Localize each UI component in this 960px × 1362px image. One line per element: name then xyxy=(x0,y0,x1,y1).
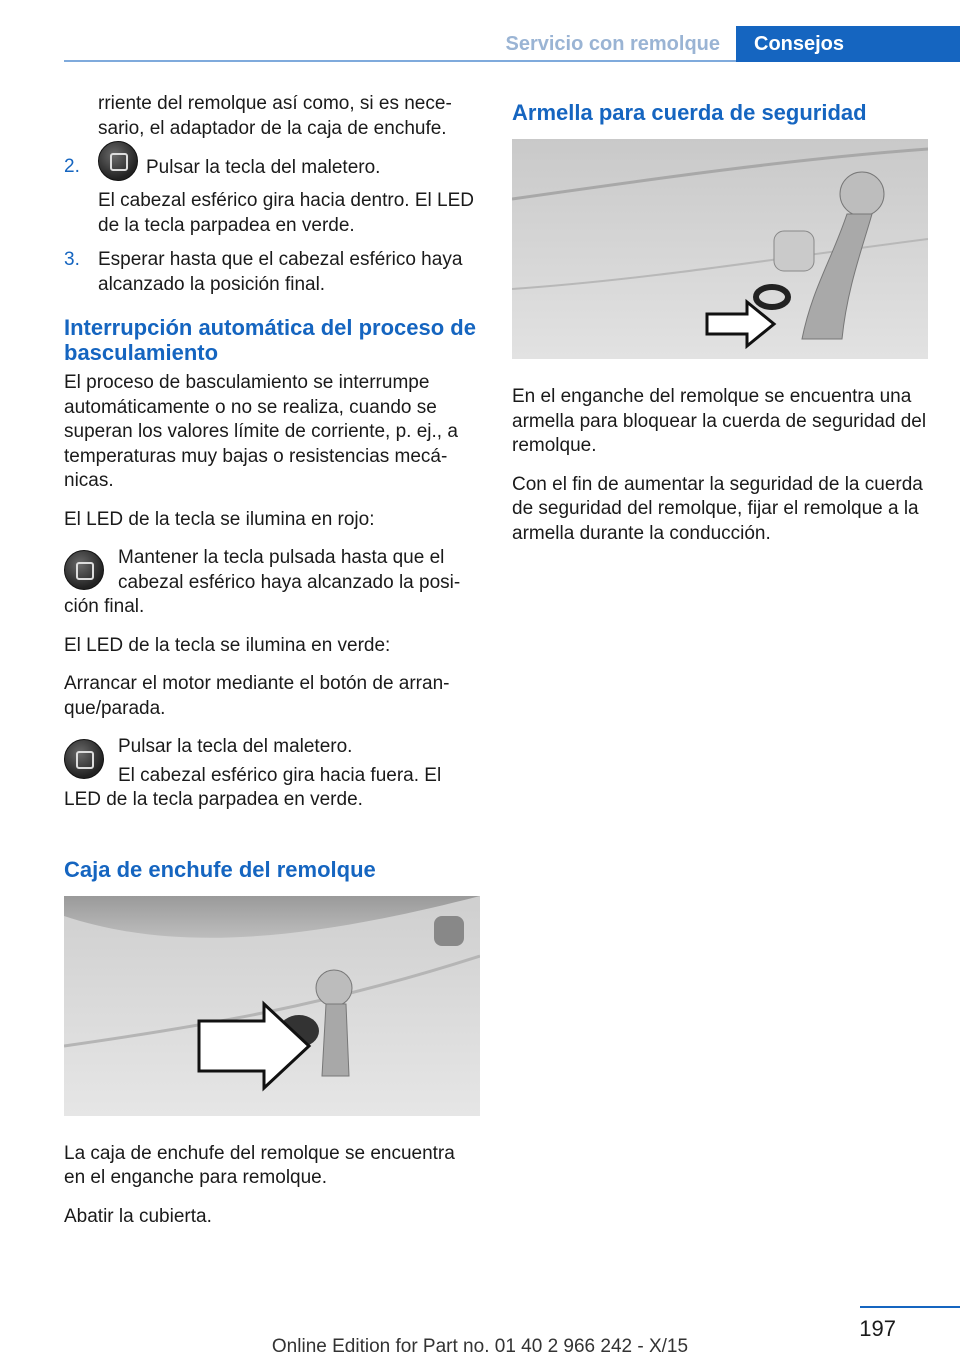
heading-safety-eye: Armella para cuerda de seguridad xyxy=(512,100,867,125)
paragraph-start-engine: Arrancar el motor mediante el botón de arranque/parada. xyxy=(64,673,450,719)
page-number: 197 xyxy=(859,1316,896,1341)
step-2-subtext: El cabezal esférico gira hacia dentro. El LED de la tecla parpadea en verde. xyxy=(98,190,474,236)
trunk-button-icon xyxy=(64,739,104,779)
step-2-number: 2. xyxy=(64,156,80,177)
heading-interrupt: Interrupción automática del proceso de basculamiento xyxy=(64,315,476,365)
footer-edition: Online Edition for Part no. 01 40 2 966 242 - X/15 xyxy=(271,1336,689,1357)
continued-text: rriente del remolque así como, si es necesario, el adaptador de la caja de enchufe. xyxy=(98,93,452,139)
paragraph-swing-out: El cabezal esférico gira hacia fuera. El LED de la tecla parpadea en verde. xyxy=(64,764,442,810)
trunk-button-icon xyxy=(64,550,104,590)
right-column xyxy=(512,92,928,560)
header-chapter-label: Consejos xyxy=(754,33,845,55)
header-chapter-tab xyxy=(736,26,960,62)
paragraph-press xyxy=(64,735,480,760)
paragraph-hold xyxy=(64,546,480,620)
paragraph-eye-2: Con el fin de aumentar la seguridad de la cuerda de seguridad del remolque, fijar el remolque a la armella durante la conducción. xyxy=(512,473,923,544)
step-3-text: Esperar hasta que el cabezal esférico haya alcanzado la posición final. xyxy=(98,249,463,295)
step-3 xyxy=(64,248,480,297)
heading-socket: Caja de enchufe del remolque xyxy=(64,856,376,882)
paragraph-interrupt: El proceso de basculamiento se interrumpe automáticamente o no se realiza, cuando se superan los valores límite de corriente, p. ej., a temperaturas muy bajas o resistencias mecánicas. xyxy=(64,372,458,491)
hold-text: Mantener la tecla pulsada hasta que el cabezal esférico haya alcanzado la posición final. xyxy=(64,547,461,617)
paragraph-eye-1: En el enganche del remolque se encuentra una armella para bloquear la cuerda de seguridad del remolque. xyxy=(512,386,927,456)
press-text: Pulsar la tecla del maletero. xyxy=(118,736,353,757)
paragraph-socket: La caja de enchufe del remolque se encuentra en el enganche para remolque. xyxy=(64,1142,455,1188)
trunk-button-icon xyxy=(98,141,138,181)
left-column xyxy=(64,92,480,1243)
paragraph-led-red: El LED de la tecla se ilumina en rojo: xyxy=(64,508,375,530)
trailer-socket-illustration xyxy=(64,896,480,1116)
step-2 xyxy=(64,155,480,238)
safety-eye-illustration xyxy=(512,139,928,359)
step-3-number: 3. xyxy=(64,249,80,270)
step-2-line xyxy=(98,155,480,181)
paragraph-led-green: El LED de la tecla se ilumina en verde: xyxy=(64,634,391,656)
page-number-rule xyxy=(860,1306,960,1308)
step-2-text: Pulsar la tecla del maletero. xyxy=(146,157,381,179)
header-section-title: Servicio con remolque xyxy=(505,33,720,55)
header-rule xyxy=(64,60,960,62)
paragraph-cover: Abatir la cubierta. xyxy=(64,1205,212,1227)
